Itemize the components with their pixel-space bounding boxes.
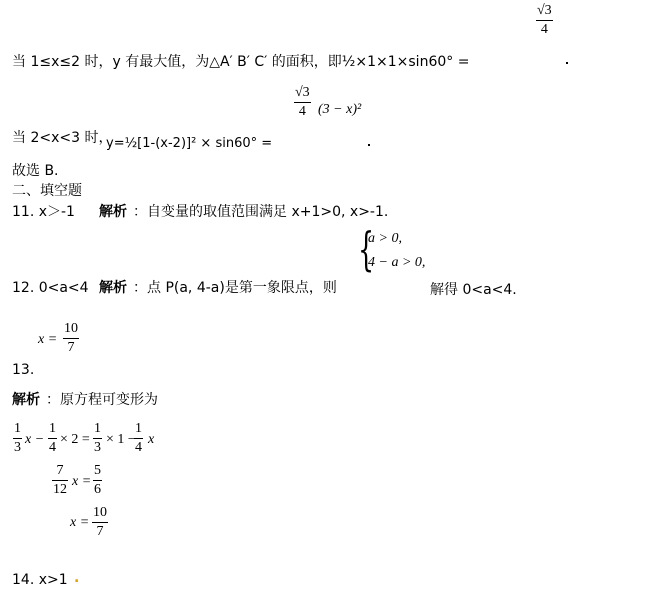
section-title: 二、填空题 (12, 183, 82, 199)
q13-solution-fraction: 10 7 (64, 321, 78, 355)
trailing-dot (566, 62, 568, 64)
q11-answer: 11. x＞-1 (12, 204, 75, 220)
trailing-dot (368, 144, 370, 146)
eq1-term1: x − (25, 432, 45, 447)
q11-text: ：自变量的取值范围满足 x+1>0, x>-1. (133, 204, 389, 220)
eq3-lhs: x = (70, 515, 90, 530)
eq3-fraction: 10 7 (93, 505, 107, 539)
eq1-term3: × 1 − (106, 432, 136, 447)
eq1-frac3: 1 3 (94, 421, 101, 455)
q14-mark: . (74, 570, 80, 586)
eq2-mid: x = (72, 474, 92, 489)
system-eq1: a > 0, (368, 231, 402, 246)
eq1-frac2: 1 4 (49, 421, 56, 455)
q13-solution-lhs: x = (38, 332, 58, 347)
line-max-value: 当 1≤x≤2 时，y 有最大值，为△A′ B′ C′ 的面积，即½×1×1×sin60° = (12, 54, 470, 70)
system-eq2: 4 − a > 0, (368, 255, 426, 270)
eq1-frac1: 1 3 (14, 421, 21, 455)
q13-analysis-label: 解析 (12, 392, 40, 408)
system-brace: { (358, 222, 375, 276)
q13-number: 13. (12, 362, 35, 378)
eq1-frac4: 1 4 (135, 421, 142, 455)
q13-analysis-text: ：原方程可变形为 (46, 392, 158, 408)
q12-label: 解析 (99, 280, 127, 296)
eq2-frac-right: 5 6 (94, 463, 101, 497)
q12-text: ：点 P(a, 4-a)是第一象限点，则 (133, 280, 337, 296)
mid-expr-tail: (3 − x)² (318, 102, 362, 117)
eq2-frac-left: 7 12 (53, 463, 67, 497)
top-fraction (536, 4, 553, 37)
q12-answer: 12. 0<a<4 (12, 280, 89, 296)
eq1-term4: x (148, 432, 155, 447)
q12-solve: 解得 0<a<4. (430, 282, 517, 298)
choose-answer: 故选 B. (12, 163, 59, 179)
fraction-numerator: √3 (537, 3, 552, 18)
q11-label: 解析 (99, 204, 127, 220)
fraction-denominator: 4 (540, 22, 548, 37)
line2-lead: 当 2<x<3 时， (12, 130, 113, 146)
q14-answer: 14. x>1 (12, 572, 68, 588)
mid-coef-fraction: √3 4 (295, 85, 310, 119)
eq1-term2: × 2 = (60, 432, 90, 447)
line2-expr: y=½[1-(x-2)]² × sin60° = (106, 136, 273, 151)
